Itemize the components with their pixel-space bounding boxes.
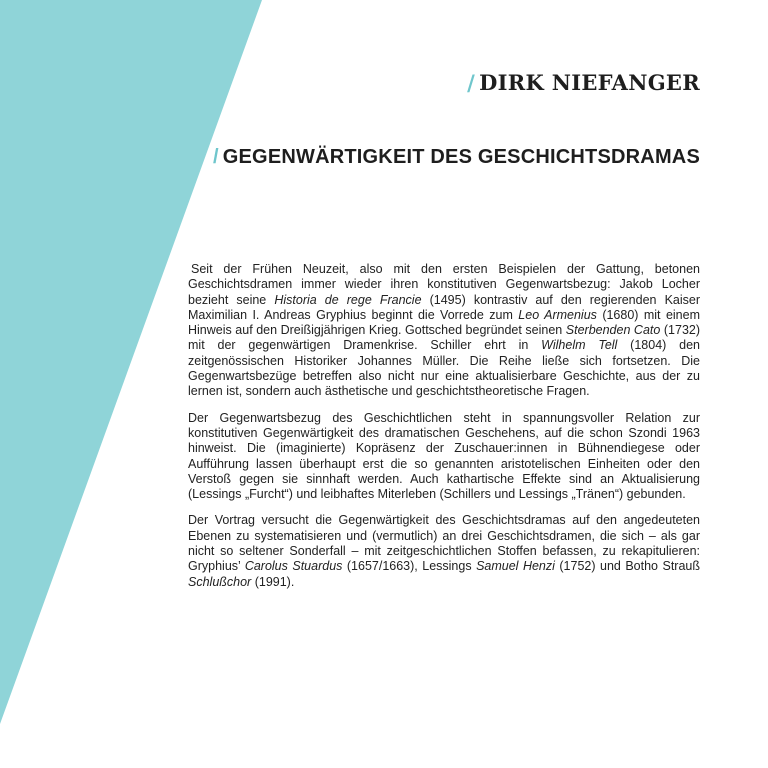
- work-title: Sterbenden Cato: [565, 323, 661, 338]
- talk-title: [213, 146, 700, 169]
- author-slash: /: [467, 70, 476, 95]
- text-run: (1732) mit der gegenwärtigen Dramenkrise. Schiller ehrt in: [188, 323, 701, 353]
- abstract-body: [188, 262, 700, 601]
- work-title: Leo Armenius: [518, 307, 597, 322]
- text-run: (1680) mit einem Hinweis auf den Dreißigjährigen Krieg. Gottsched begründet seinen: [188, 307, 700, 338]
- work-title: Samuel Henzi: [476, 559, 555, 574]
- abstract-paragraph-2: [188, 411, 700, 503]
- work-title: Wilhelm Tell: [541, 338, 618, 353]
- abstract-paragraph-1: [188, 262, 700, 400]
- text-run: Der Vortrag versucht die Gegenwärtigkeit des Geschichtsdramas auf den angedeuteten Ebenen zu systematisieren und (vermutlich) an drei Geschichtsdramen, die sich – als gar nicht so seltener Sonderfall – mit zeitgeschichtlichen Stoffen befassen, zu rekapitulieren: Gryphius’: [188, 513, 700, 574]
- text-run: Seit der Frühen Neuzeit, also mit den ersten Beispielen der Gattung, betonen Geschichtsdramen immer wieder ihren konstitutiven Gegenwartsbezug: Jakob Locher bezieht seine: [188, 262, 700, 307]
- work-title: Schlußchor: [188, 574, 252, 589]
- text-run: (1495) kontrastiv auf den regierenden Kaiser Maximilian I. Andreas Gryphius beginnt die Vorrede zum: [188, 292, 700, 322]
- text-run: Der Gegenwartsbezug des Geschichtlichen steht in spannungsvoller Relation zur konstitutiven Gegenwärtigkeit des dramatischen Geschehens, auf die schon Szondi 1963 hinweist. Die (imaginierte) Kopräsenz der Zuschauer:innen in Bühnendiegese oder Aufführung lassen überhaupt erst die so genannten aristotelischen Einheiten oder den Verstoß gegen sie sinnhaft werden. Auch kathartische Effekte sind an Aktualisierung (Lessings „Furcht“) und leibhaftes Miterleben (Schillers und Lessings „Tränen“) gebunden.: [188, 410, 700, 502]
- author-name: [467, 70, 700, 95]
- author-name-text: DIRK NIEFANGER: [479, 70, 700, 95]
- abstract-paragraph-3: [188, 513, 700, 589]
- text-run: (1804) den zeitgenössischen Historiker Johannes Müller. Die Reihe ließe sich fortsetzen. Die Gegenwartsbezüge betreffen also nicht nur eine aktualisierbare Geschichte, aus der zu lernen ist, sondern auch ästhetische und geschichtstheoretische Fragen.: [188, 338, 701, 399]
- talk-title-text: GEGENWÄRTIGKEIT DES GESCHICHTSDRAMAS: [222, 146, 700, 168]
- text-run: (1991).: [251, 574, 295, 589]
- text-run: (1657/1663), Lessings: [342, 559, 477, 574]
- work-title: Historia de rege Francie: [274, 292, 422, 307]
- title-slash: /: [213, 146, 219, 168]
- text-run: (1752) und Botho Strauß: [554, 559, 700, 574]
- work-title: Carolus Stuardus: [244, 559, 343, 574]
